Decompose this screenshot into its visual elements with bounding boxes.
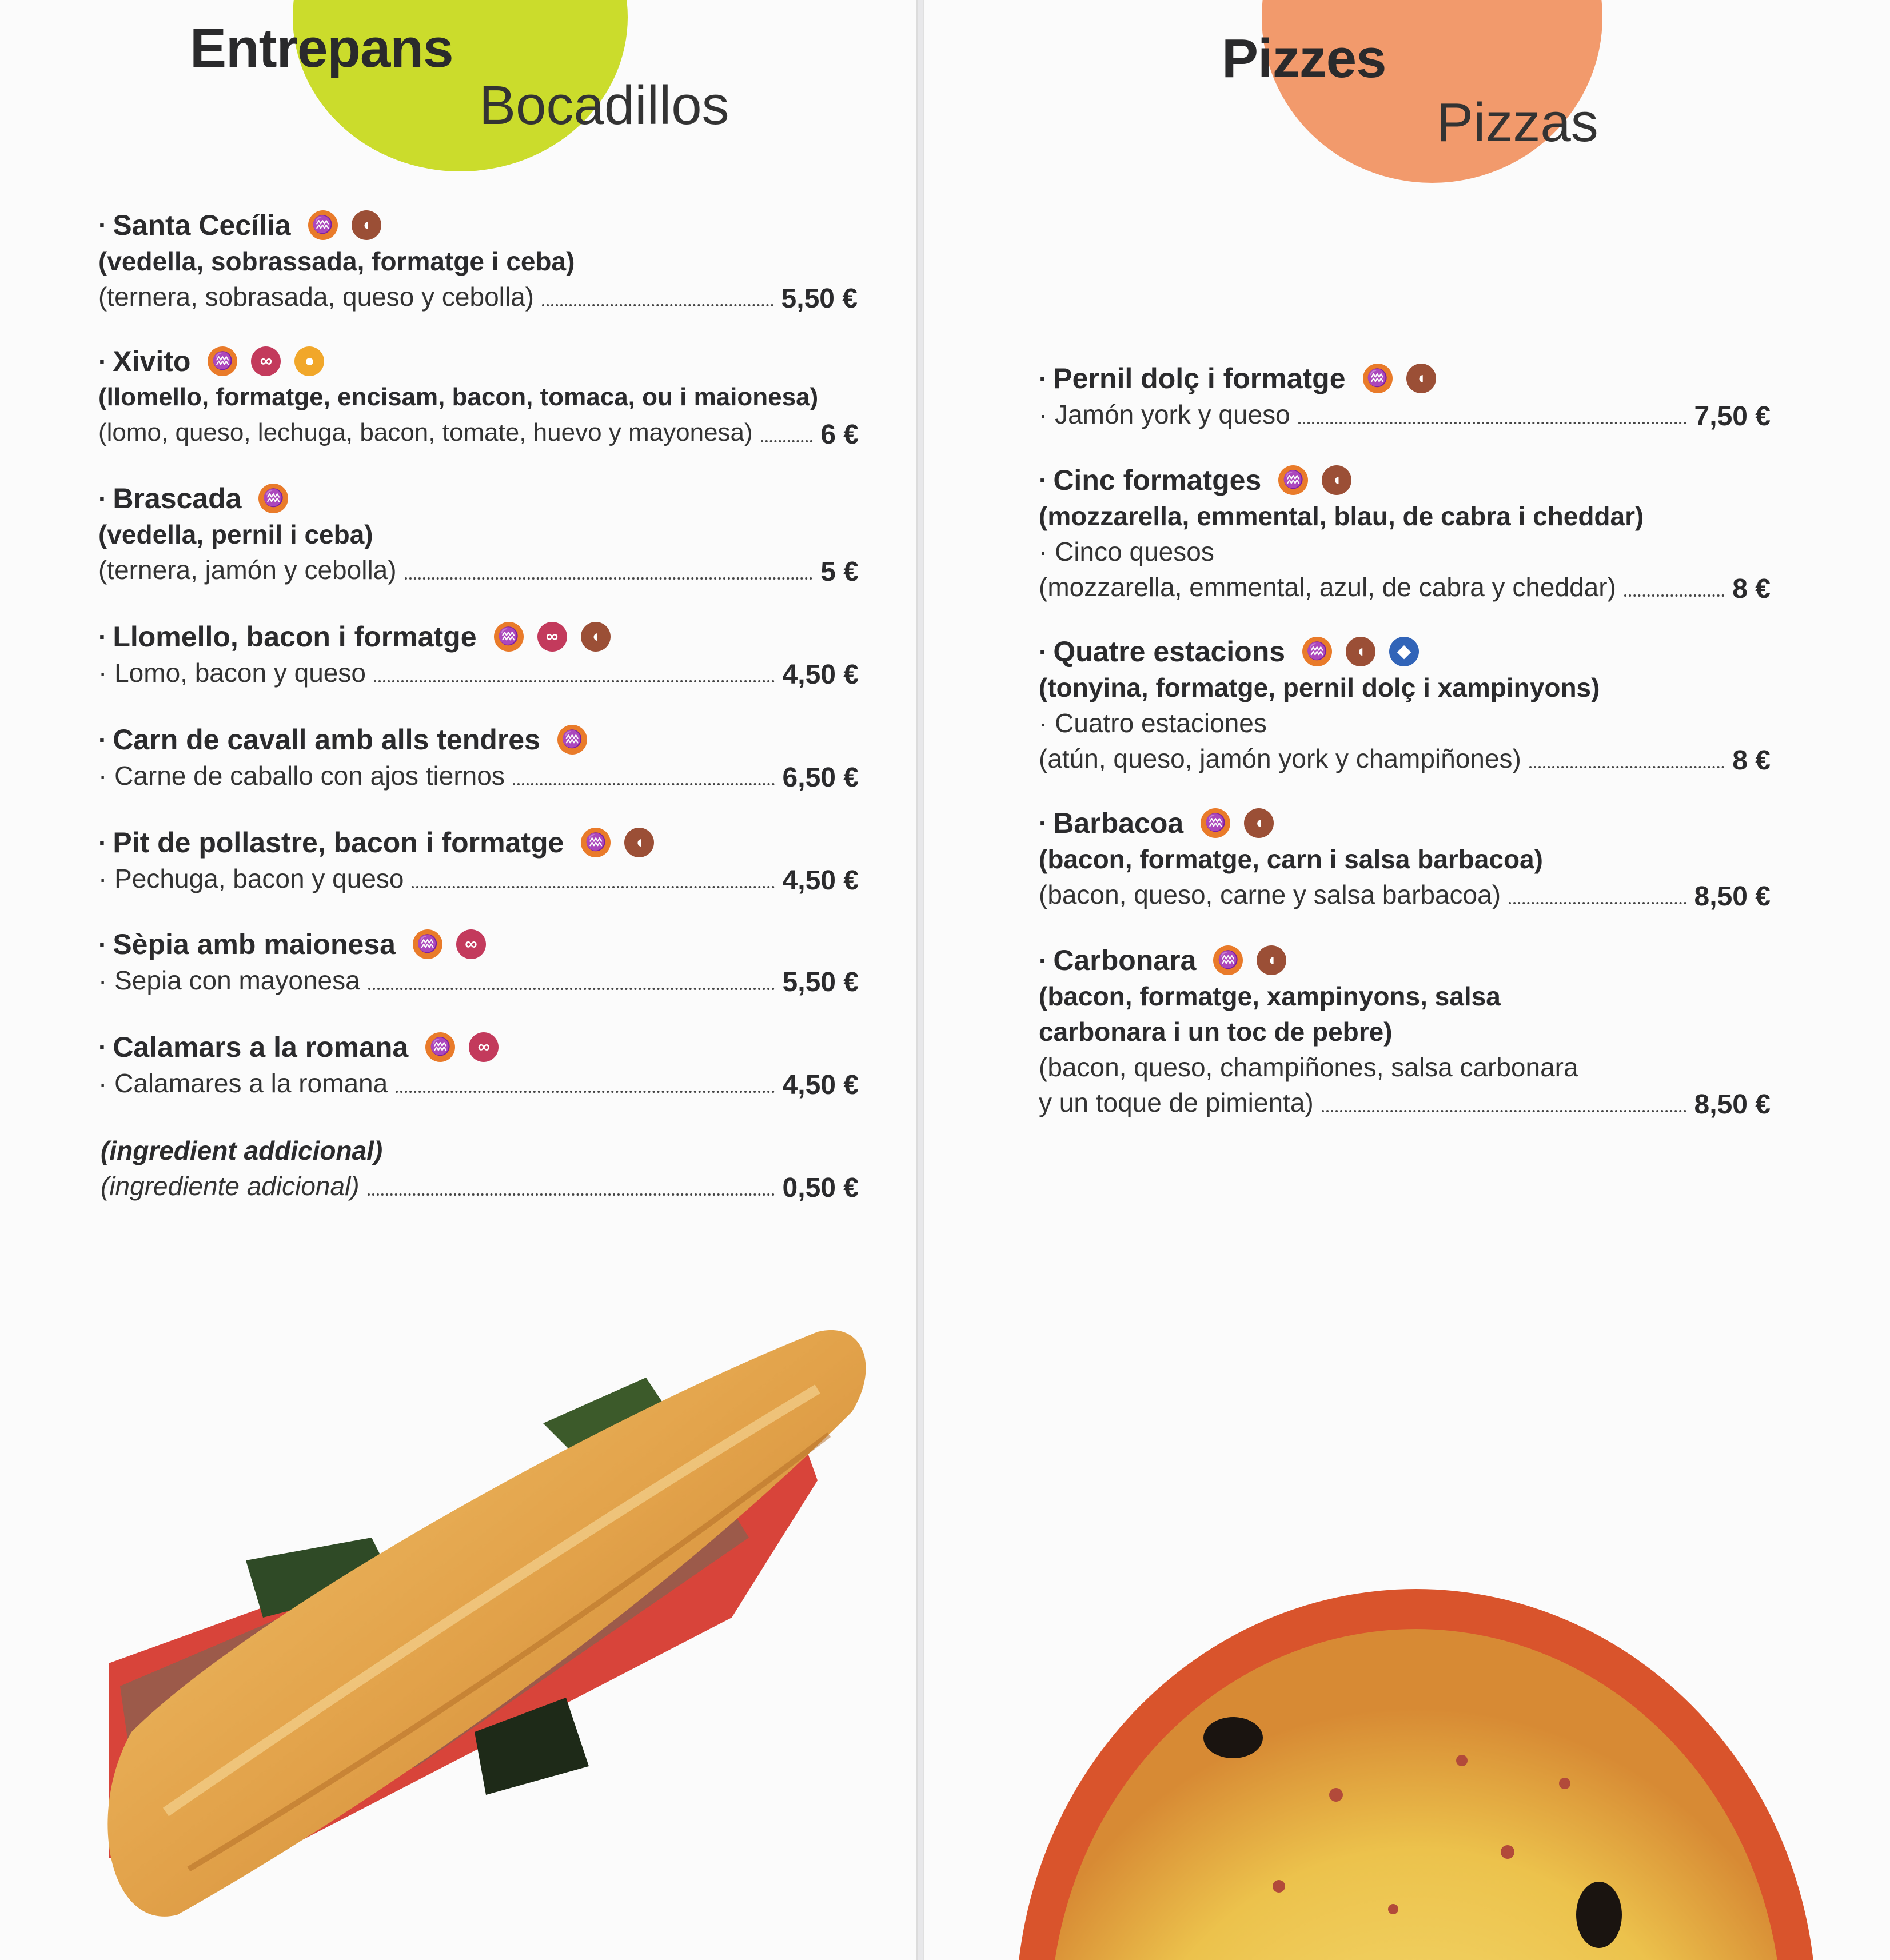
menu-item-cinc-formatges <box>1039 462 1771 605</box>
gluten-icon: ♒ <box>208 346 237 376</box>
item-ingredients-ca: (bacon, formatge, carn i salsa barbacoa) <box>1039 844 1543 874</box>
item-price: 4,50 € <box>782 1070 859 1100</box>
dot-leader <box>405 577 813 580</box>
lactose-icon: ◖ <box>352 210 381 240</box>
gluten-icon: ♒ <box>1201 808 1230 838</box>
sandwich-photo <box>74 1298 886 1938</box>
gluten-icon: ♒ <box>1213 945 1243 975</box>
dot-leader <box>1529 766 1724 768</box>
lactose-icon: ◖ <box>1406 364 1436 393</box>
egg-icon: ∞ <box>456 929 486 959</box>
item-ingredients-es: (mozzarella, emmental, azul, de cabra y cheddar) <box>1039 572 1616 602</box>
dot-leader <box>513 783 775 785</box>
gluten-icon: ♒ <box>425 1032 455 1062</box>
pizzas-page <box>923 0 1890 1960</box>
menu-item-carn-cavall <box>98 721 859 793</box>
menu-item-llomello <box>98 618 859 690</box>
item-ingredients-ca-line2: carbonara i un toc de pebre) <box>1039 1017 1393 1047</box>
extra-ingredient-es: (ingrediente adicional) <box>101 1171 360 1201</box>
item-price: 5 € <box>820 557 859 587</box>
menu-item-extra-ingredient <box>101 1133 859 1204</box>
bocadillos-page <box>0 0 918 1960</box>
item-price: 8,50 € <box>1694 1089 1771 1120</box>
menu-item-carbonara <box>1039 942 1771 1120</box>
dot-leader <box>1509 902 1686 904</box>
bullet: · <box>1039 465 1048 495</box>
item-price: 6 € <box>820 420 859 450</box>
item-name: Quatre estacions <box>1053 636 1286 668</box>
section-subtitle: Pizzas <box>1437 92 1598 153</box>
extra-ingredient-ca: (ingredient addicional) <box>101 1136 383 1165</box>
dot-leader <box>542 304 773 306</box>
item-name: Cinc formatges <box>1053 464 1262 496</box>
item-name-es: · Cuatro estaciones <box>1039 708 1267 738</box>
item-price: 5,50 € <box>782 967 859 997</box>
menu-item-barbacoa <box>1039 805 1771 912</box>
item-name: Llomello, bacon i formatge <box>113 621 477 653</box>
item-ingredients-ca: (vedella, pernil i ceba) <box>98 520 373 549</box>
dot-leader <box>368 1193 775 1196</box>
item-price: 4,50 € <box>782 660 859 690</box>
section-subtitle: Bocadillos <box>479 75 729 136</box>
gluten-icon: ♒ <box>581 828 611 857</box>
menu-item-xivito <box>98 343 859 450</box>
bullet: · <box>98 725 107 755</box>
bullet: · <box>1039 637 1048 666</box>
bullet: · <box>98 346 107 376</box>
item-ingredients-ca: (tonyina, formatge, pernil dolç i xampinyons) <box>1039 673 1600 702</box>
item-ingredients-es: (ternera, sobrasada, queso y cebolla) <box>98 282 534 312</box>
menu-item-pernil-dolc <box>1039 360 1771 432</box>
item-price: 5,50 € <box>781 284 858 314</box>
bullet: · <box>98 929 107 959</box>
menu-item-brascada <box>98 480 859 588</box>
item-name: Calamars a la romana <box>113 1031 409 1063</box>
item-ingredients-es: · Carne de caballo con ajos tiernos <box>98 761 505 791</box>
item-name: Pernil dolç i formatge <box>1053 362 1346 394</box>
egg-icon: ∞ <box>537 622 567 652</box>
gluten-icon: ♒ <box>557 725 587 755</box>
dot-leader <box>1298 422 1686 424</box>
bullet: · <box>98 828 107 857</box>
lactose-icon: ◖ <box>624 828 654 857</box>
item-ingredients-ca-line1: (bacon, formatge, xampinyons, salsa <box>1039 981 1501 1011</box>
egg-icon: ∞ <box>469 1032 499 1062</box>
item-price: 8 € <box>1732 745 1771 776</box>
bullet: · <box>98 484 107 513</box>
item-ingredients-ca: (llomello, formatge, encisam, bacon, tomaca, ou i maionesa) <box>98 383 819 411</box>
mustard-icon: ● <box>294 346 324 376</box>
item-ingredients-es: y un toque de pimienta) <box>1039 1088 1314 1117</box>
dot-leader <box>1322 1110 1686 1112</box>
item-ingredients-es: · Pechuga, bacon y queso <box>98 864 404 893</box>
item-price: 8 € <box>1732 574 1771 604</box>
item-name: Sèpia amb maionesa <box>113 928 396 960</box>
egg-icon: ∞ <box>251 346 281 376</box>
item-name: Santa Cecília <box>113 209 291 241</box>
item-ingredients-es: · Jamón york y queso <box>1039 400 1290 429</box>
item-price: 7,50 € <box>1694 401 1771 432</box>
dot-leader <box>396 1091 774 1093</box>
gluten-icon: ♒ <box>494 622 524 652</box>
lactose-icon: ◖ <box>581 622 611 652</box>
item-ingredients-es-line1: (bacon, queso, champiñones, salsa carbonara <box>1039 1052 1578 1082</box>
gluten-icon: ♒ <box>1302 637 1332 666</box>
gluten-icon: ♒ <box>413 929 442 959</box>
item-ingredients-es: (ternera, jamón y cebolla) <box>98 555 397 585</box>
fish-icon: ◆ <box>1389 637 1419 666</box>
section-title: Entrepans <box>190 18 453 79</box>
lactose-icon: ◖ <box>1322 465 1351 495</box>
menu-item-pit-pollastre <box>98 824 859 896</box>
item-ingredients-ca: (vedella, sobrassada, formatge i ceba) <box>98 246 575 276</box>
item-price: 4,50 € <box>782 865 859 896</box>
bullet: · <box>98 1032 107 1062</box>
item-price: 0,50 € <box>782 1173 859 1203</box>
pizza-photo <box>993 1589 1828 1960</box>
bullet: · <box>1039 364 1048 393</box>
dot-leader <box>368 988 775 990</box>
gluten-icon: ♒ <box>1278 465 1308 495</box>
bullet: · <box>98 622 107 652</box>
lactose-icon: ◖ <box>1244 808 1274 838</box>
item-ingredients-ca: (mozzarella, emmental, blau, de cabra i cheddar) <box>1039 501 1644 531</box>
item-name: Carbonara <box>1053 944 1197 976</box>
item-ingredients-es: (lomo, queso, lechuga, bacon, tomate, huevo y mayonesa) <box>98 418 753 446</box>
dot-leader <box>374 680 775 682</box>
item-name: Barbacoa <box>1053 807 1184 839</box>
section-title: Pizzes <box>1222 28 1386 89</box>
dot-leader <box>412 886 774 888</box>
lactose-icon: ◖ <box>1257 945 1286 975</box>
item-price: 8,50 € <box>1694 881 1771 912</box>
bullet: · <box>1039 808 1048 838</box>
dot-leader <box>1624 594 1724 597</box>
menu-item-sepia <box>98 926 859 998</box>
item-ingredients-es: (bacon, queso, carne y salsa barbacoa) <box>1039 880 1501 909</box>
lactose-icon: ◖ <box>1346 637 1375 666</box>
item-name: Carn de cavall amb alls tendres <box>113 724 540 756</box>
item-name: Xivito <box>113 345 191 377</box>
item-ingredients-es: · Calamares a la romana <box>98 1068 388 1098</box>
bullet: · <box>1039 945 1048 975</box>
menu-item-calamars <box>98 1029 859 1101</box>
dot-leader <box>761 440 813 442</box>
item-price: 6,50 € <box>782 763 859 793</box>
gluten-icon: ♒ <box>308 210 338 240</box>
menu-item-santa-cecilia <box>98 207 858 314</box>
item-name: Pit de pollastre, bacon i formatge <box>113 827 564 859</box>
gluten-icon: ♒ <box>1363 364 1393 393</box>
item-ingredients-es: · Lomo, bacon y queso <box>98 658 366 688</box>
bullet: · <box>98 210 107 240</box>
item-name-es: · Cinco quesos <box>1039 537 1214 566</box>
item-name: Brascada <box>113 482 242 514</box>
item-ingredients-es: · Sepia con mayonesa <box>98 965 360 995</box>
gluten-icon: ♒ <box>258 484 288 513</box>
menu-item-quatre-estacions <box>1039 633 1771 776</box>
item-ingredients-es: (atún, queso, jamón york y champiñones) <box>1039 744 1521 773</box>
